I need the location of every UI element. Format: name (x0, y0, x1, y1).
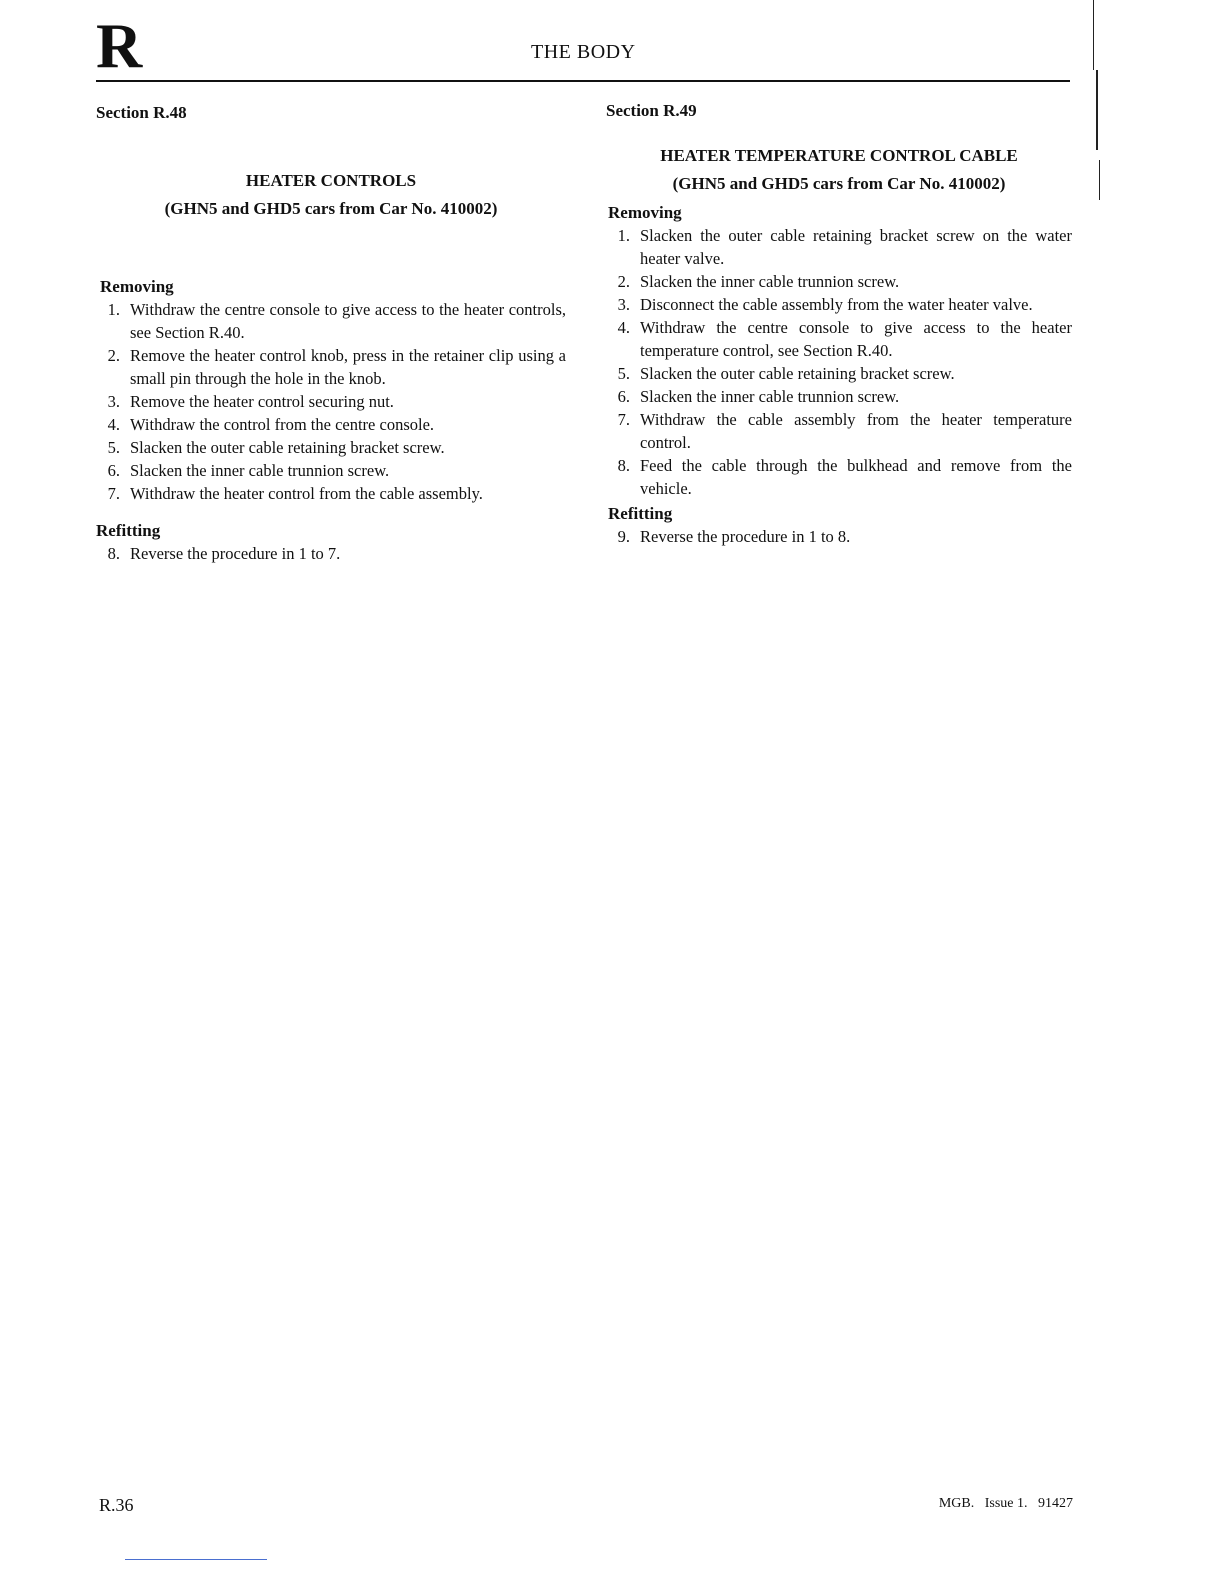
scan-edge-mark (1096, 70, 1098, 150)
step-text: Withdraw the control from the centre console. (130, 415, 435, 434)
step-number: 3. (107, 392, 120, 411)
step-item (96, 482, 566, 505)
step-number: 7. (617, 410, 630, 429)
step-text: Remove the heater control knob, press in the retainer clip using a small pin through the hole in the knob. (130, 346, 566, 388)
step-item (606, 362, 1072, 385)
refitting-heading: Refitting (96, 521, 161, 540)
step-text: Slacken the inner cable trunnion screw. (640, 272, 900, 291)
removing-heading: Removing (608, 203, 682, 222)
left-column (96, 101, 566, 565)
step-number: 4. (107, 415, 120, 434)
step-item (606, 408, 1072, 454)
step-text: Reverse the procedure in 1 to 7. (130, 544, 341, 563)
step-number: 8. (617, 456, 630, 475)
issue-label: MGB. Issue 1. 91427 (938, 1496, 1073, 1511)
step-text: Slacken the outer cable retaining bracket screw. (640, 364, 955, 383)
step-number: 6. (617, 387, 630, 406)
step-number: 2. (107, 346, 120, 365)
footer-rule (125, 1559, 267, 1560)
step-item (96, 413, 566, 436)
step-number: 4. (617, 318, 630, 337)
step-item (96, 298, 566, 344)
step-text: Reverse the procedure in 1 to 8. (640, 527, 851, 546)
step-number: 1. (107, 300, 120, 319)
step-number: 6. (107, 461, 120, 480)
step-item (96, 344, 566, 390)
section-subtitle: (GHN5 and GHD5 cars from Car No. 410002) (164, 199, 498, 218)
step-text: Withdraw the heater control from the cable assembly. (130, 484, 483, 503)
step-text: Withdraw the cable assembly from the heater temperature control. (640, 410, 1072, 452)
page-title: THE BODY (531, 41, 636, 63)
step-number: 3. (617, 295, 630, 314)
removing-steps (96, 298, 566, 505)
step-number: 7. (107, 484, 120, 503)
step-item (606, 525, 1072, 548)
step-number: 5. (107, 438, 120, 457)
section-title: HEATER TEMPERATURE CONTROL CABLE (660, 146, 1018, 165)
refitting-heading: Refitting (608, 504, 673, 523)
step-item (606, 224, 1072, 270)
section-label: Section R.48 (96, 103, 187, 122)
step-text: Slacken the inner cable trunnion screw. (130, 461, 390, 480)
step-item (606, 454, 1072, 500)
step-text: Slacken the outer cable retaining bracket screw on the water heater valve. (640, 226, 1072, 268)
step-item (606, 270, 1072, 293)
step-text: Remove the heater control securing nut. (130, 392, 394, 411)
step-number: 2. (617, 272, 630, 291)
step-item (96, 390, 566, 413)
step-item (96, 542, 566, 565)
step-number: 8. (107, 544, 120, 563)
header-divider (96, 80, 1070, 82)
step-text: Slacken the outer cable retaining bracket screw. (130, 438, 445, 457)
removing-heading: Removing (100, 277, 174, 296)
right-column (606, 99, 1072, 548)
step-item (606, 385, 1072, 408)
section-label: Section R.49 (606, 101, 697, 120)
step-text: Disconnect the cable assembly from the water heater valve. (640, 295, 1033, 314)
scan-edge-mark (1093, 0, 1094, 70)
removing-steps (606, 224, 1072, 500)
step-number: 5. (617, 364, 630, 383)
step-item (96, 459, 566, 482)
page-number: R.36 (99, 1495, 134, 1515)
step-text: Withdraw the centre console to give access to the heater temperature control, see Section R.40. (640, 318, 1072, 360)
section-title: HEATER CONTROLS (245, 171, 417, 190)
step-text: Slacken the inner cable trunnion screw. (640, 387, 900, 406)
chapter-letter: R (96, 10, 143, 81)
step-text: Withdraw the centre console to give access to the heater controls, see Section R.40. (130, 300, 566, 342)
step-text: Feed the cable through the bulkhead and remove from the vehicle. (640, 456, 1072, 498)
section-subtitle: (GHN5 and GHD5 cars from Car No. 410002) (672, 174, 1006, 193)
step-item (606, 316, 1072, 362)
refitting-steps (96, 542, 566, 565)
step-number: 1. (617, 226, 630, 245)
refitting-steps (606, 525, 1072, 548)
step-number: 9. (617, 527, 630, 546)
step-item (606, 293, 1072, 316)
step-item (96, 436, 566, 459)
scan-edge-mark (1099, 160, 1100, 200)
